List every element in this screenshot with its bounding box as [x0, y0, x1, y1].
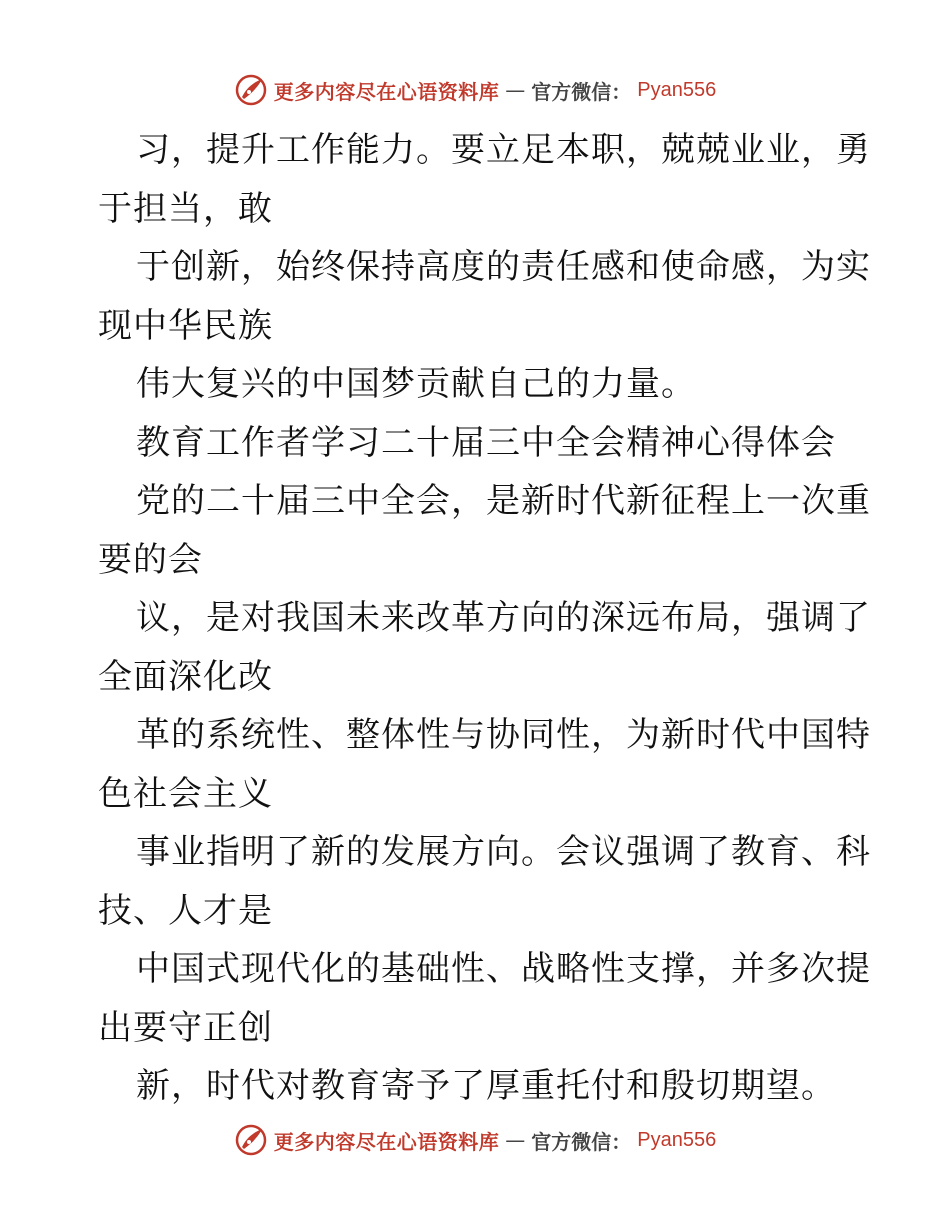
body-line: 全面深化改 — [98, 656, 273, 697]
body-line: 技、人才是 — [98, 890, 273, 931]
body-line: 党的二十届三中全会，是新时代新征程上一次重 — [136, 481, 871, 521]
body-line: 中国式现代化的基础性、战略性支撑，并多次提 — [136, 949, 871, 989]
pen-nib-logo-icon — [234, 1123, 268, 1157]
body-line: 伟大复兴的中国梦贡献自己的力量。 — [136, 364, 696, 404]
body-line: 议，是对我国未来改革方向的深远布局，强调了 — [136, 598, 871, 638]
header-banner-text: 更多内容尽在心语资料库 — [273, 79, 500, 104]
body-line: 于担当，敢 — [98, 188, 273, 229]
footer-banner-text: 更多内容尽在心语资料库 — [273, 1129, 500, 1154]
footer-wechat-label: 官方微信： — [531, 1129, 632, 1154]
header-wechat-id: Pyan556 — [637, 78, 717, 101]
body-line: 要的会 — [98, 539, 203, 580]
body-line: 现中华民族 — [98, 305, 273, 346]
document-body — [98, 121, 871, 1116]
body-line: 色社会主义 — [98, 773, 273, 814]
header-wechat-label: 官方微信： — [531, 79, 632, 104]
body-line: 革的系统性、整体性与协同性，为新时代中国特 — [136, 715, 871, 755]
header-banner — [0, 70, 950, 110]
body-line: 事业指明了新的发展方向。会议强调了教育、科 — [136, 832, 871, 872]
footer-wechat-id: Pyan556 — [637, 1128, 717, 1151]
pen-nib-logo-icon — [234, 73, 268, 107]
body-line: 出要守正创 — [98, 1007, 273, 1048]
body-line: 习，提升工作能力。要立足本职，兢兢业业，勇 — [136, 130, 871, 170]
footer-banner — [0, 1120, 950, 1160]
footer-banner-separator: — — [505, 1128, 526, 1152]
body-line: 新，时代对教育寄予了厚重托付和殷切期望。 — [136, 1066, 836, 1106]
section-title: 教育工作者学习二十届三中全会精神心得体会 — [136, 422, 836, 463]
header-banner-separator: — — [505, 78, 526, 102]
body-line: 于创新，始终保持高度的责任感和使命感，为实 — [136, 247, 871, 287]
